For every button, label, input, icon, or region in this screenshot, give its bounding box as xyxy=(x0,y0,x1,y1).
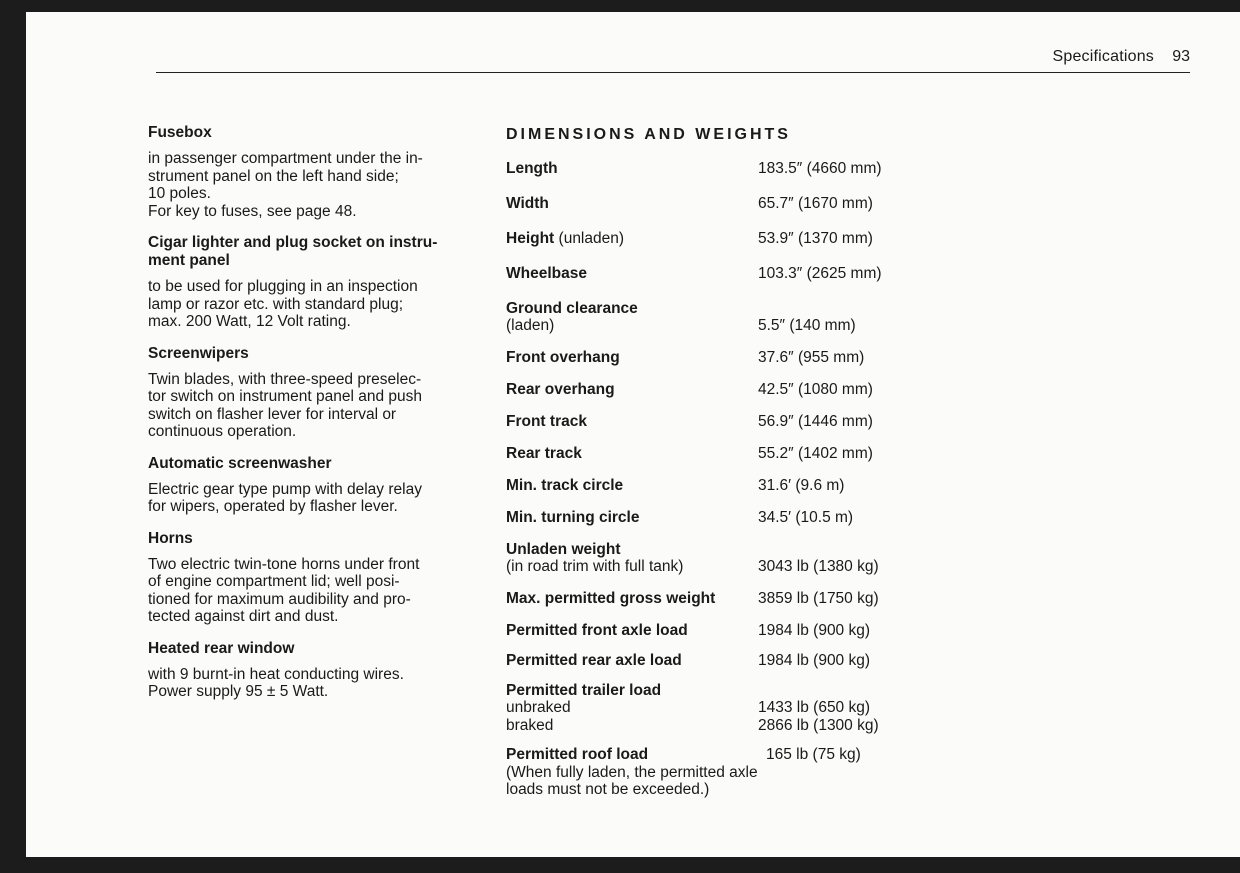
page-number: 93 xyxy=(1172,48,1190,65)
spec-value: 165 lb (75 kg) xyxy=(766,746,861,763)
spec-label: Rear overhang xyxy=(506,380,615,398)
spec-value: 42.5″ (1080 mm) xyxy=(758,381,873,398)
spec-value: 1984 lb (900 kg) xyxy=(758,652,871,669)
spec-label: Permitted rear axle load xyxy=(506,651,682,669)
spec-row-wheelbase xyxy=(506,265,926,283)
trailer-braked xyxy=(506,717,926,735)
section-heading: Screenwipers xyxy=(148,344,249,362)
spec-label: Min. turning circle xyxy=(506,508,640,526)
body-line: Electric gear type pump with delay relay xyxy=(148,480,422,498)
section-screenwipers xyxy=(148,345,470,441)
spec-row-max-gross-weight xyxy=(506,590,926,608)
spec-label: Permitted trailer load xyxy=(506,681,662,699)
body-line: continuous operation. xyxy=(148,423,297,440)
dimensions-column xyxy=(506,126,926,799)
left-column xyxy=(148,124,470,715)
spec-row-front-track xyxy=(506,413,926,431)
spec-row-unladen-weight xyxy=(506,541,926,576)
spec-value: 53.9″ (1370 mm) xyxy=(758,230,873,247)
spec-row-width xyxy=(506,195,926,213)
spec-value: 2866 lb (1300 kg) xyxy=(758,716,879,734)
section-body xyxy=(148,371,470,441)
spec-label: Front track xyxy=(506,412,587,430)
section-cigar-lighter xyxy=(148,234,470,331)
body-line: Power supply 95 ± 5 Watt. xyxy=(148,683,329,700)
body-line: for wipers, operated by flasher lever. xyxy=(148,498,398,515)
spec-row-min-track-circle xyxy=(506,477,926,495)
spec-label: Unladen weight xyxy=(506,540,621,558)
body-line: tioned for maximum audibility and pro- xyxy=(148,590,411,608)
body-line: in passenger compartment under the in- xyxy=(148,150,423,167)
section-heading: Horns xyxy=(148,529,193,547)
body-line: switch on flasher lever for interval or xyxy=(148,405,397,423)
section-body xyxy=(148,481,470,516)
spec-label: Max. permitted gross weight xyxy=(506,589,716,607)
spec-row-length xyxy=(506,160,926,178)
body-line: strument panel on the left hand side; xyxy=(148,167,399,185)
spec-sublabel: (in road trim with full tank) xyxy=(506,558,684,575)
body-line: tor switch on instrument panel and push xyxy=(148,388,422,405)
spec-label: Rear track xyxy=(506,444,582,462)
section-heading: Cigar lighter and plug socket on instru- ment panel xyxy=(148,234,438,269)
spec-label: Permitted front axle load xyxy=(506,621,688,639)
section-heated-rear-window xyxy=(148,640,470,701)
spec-label: Width xyxy=(506,194,549,212)
header-title: Specifications xyxy=(1052,48,1154,65)
section-heading: Automatic screenwasher xyxy=(148,454,332,472)
spec-row-rear-overhang xyxy=(506,381,926,399)
body-line: Two electric twin-tone horns under front xyxy=(148,555,420,573)
spec-row-height xyxy=(506,230,926,248)
spec-row-rear-axle-load xyxy=(506,652,926,670)
section-body xyxy=(148,278,470,331)
dimensions-title: DIMENSIONS AND WEIGHTS xyxy=(506,126,791,143)
spec-sublabel: unbraked xyxy=(506,699,571,716)
body-line: Twin blades, with three-speed preselec- xyxy=(148,370,422,388)
spec-row-roof-load xyxy=(506,746,926,799)
section-horns xyxy=(148,530,470,626)
spec-value: 183.5″ (4660 mm) xyxy=(758,160,882,177)
body-line: of engine compartment lid; well posi- xyxy=(148,573,400,590)
section-heading: Heated rear window xyxy=(148,639,295,657)
spec-value: 56.9″ (1446 mm) xyxy=(758,413,873,430)
spec-value: 3043 lb (1380 kg) xyxy=(758,558,879,575)
body-line: tected against dirt and dust. xyxy=(148,608,339,625)
spec-value: 103.3″ (2625 mm) xyxy=(758,265,882,282)
page-header xyxy=(156,48,1190,73)
spec-sublabel: (laden) xyxy=(506,317,555,334)
spec-value: 55.2″ (1402 mm) xyxy=(758,445,873,462)
spec-label: Min. track circle xyxy=(506,476,624,494)
section-heading: Fusebox xyxy=(148,124,212,141)
body-line: lamp or razor etc. with standard plug; xyxy=(148,295,404,313)
spec-sublabel: braked xyxy=(506,716,554,734)
section-body xyxy=(148,150,470,220)
section-body xyxy=(148,556,470,626)
body-line: 10 poles. xyxy=(148,185,211,202)
spec-label: Ground clearance xyxy=(506,299,638,317)
manual-page xyxy=(26,12,1240,857)
spec-value: 3859 lb (1750 kg) xyxy=(758,590,879,607)
spec-value: 65.7″ (1670 mm) xyxy=(758,195,873,212)
spec-value: 1984 lb (900 kg) xyxy=(758,622,871,639)
spec-value: 34.5′ (10.5 m) xyxy=(758,509,854,526)
spec-row-front-axle-load xyxy=(506,622,926,640)
spec-value: 31.6′ (9.6 m) xyxy=(758,477,845,494)
spec-row-rear-track xyxy=(506,445,926,463)
body-line: to be used for plugging in an inspection xyxy=(148,278,418,295)
spec-row-min-turning-circle xyxy=(506,509,926,527)
roof-load-line xyxy=(506,746,926,764)
roof-load-note-line: (When fully laden, the permitted axle xyxy=(506,763,758,781)
spec-sublabel: (unladen) xyxy=(558,229,625,247)
roof-load-note-line: loads must not be exceeded.) xyxy=(506,781,710,798)
section-fusebox xyxy=(148,124,470,220)
spec-row-front-overhang xyxy=(506,349,926,367)
spec-value: 37.6″ (955 mm) xyxy=(758,349,865,366)
spec-label: Height xyxy=(506,229,555,247)
section-body xyxy=(148,666,470,701)
spec-label: Permitted roof load xyxy=(506,746,649,763)
spec-row-trailer-load xyxy=(506,682,926,735)
spec-value: 1433 lb (650 kg) xyxy=(758,699,871,716)
body-line: with 9 burnt-in heat conducting wires. xyxy=(148,665,404,683)
body-line: For key to fuses, see page 48. xyxy=(148,202,357,220)
spec-label: Wheelbase xyxy=(506,264,587,282)
section-screenwasher xyxy=(148,455,470,516)
spec-value: 5.5″ (140 mm) xyxy=(758,317,856,334)
spec-row-ground-clearance xyxy=(506,300,926,335)
spec-label: Front overhang xyxy=(506,348,620,366)
body-line: max. 200 Watt, 12 Volt rating. xyxy=(148,313,351,330)
spec-label: Length xyxy=(506,159,558,177)
trailer-unbraked xyxy=(506,699,926,717)
